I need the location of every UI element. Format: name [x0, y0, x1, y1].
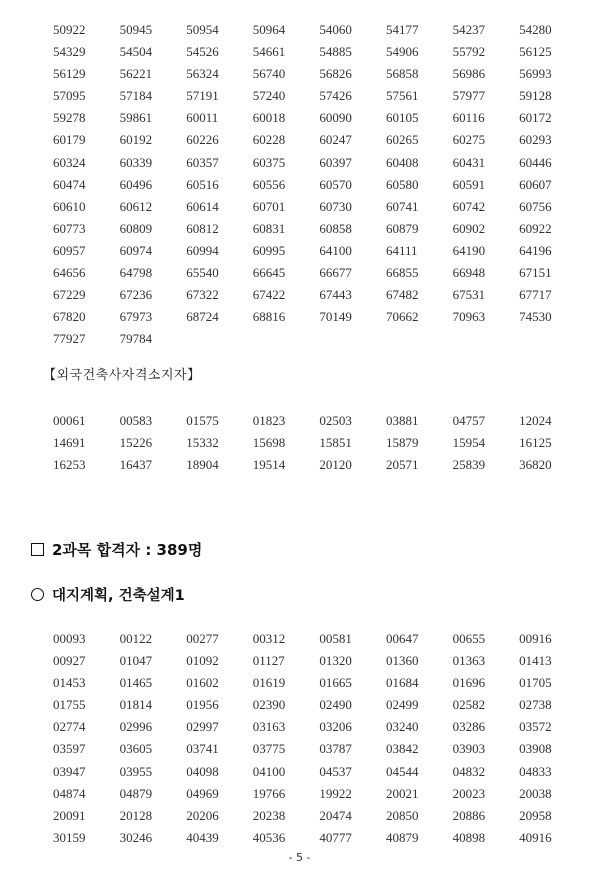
passer-number: 12024: [519, 413, 552, 428]
passer-number: 60179: [53, 132, 86, 148]
passer-number: 66948: [452, 265, 486, 281]
passer-number: 65540: [186, 265, 219, 281]
passer-number: 60018: [252, 110, 286, 126]
passer-number: 66855: [385, 265, 419, 281]
passer-number: 01823: [252, 413, 286, 428]
passer-number: 64656: [53, 265, 86, 281]
passer-number: 56993: [519, 66, 552, 82]
passer-number: 02997: [186, 719, 219, 735]
passer-number: 54060: [319, 22, 352, 37]
second-subject-passer-number-grid: [53, 628, 586, 849]
passer-number: 67717: [519, 287, 552, 303]
passer-number: 54280: [519, 22, 552, 37]
passer-number: 60570: [319, 176, 352, 192]
passer-number: 60293: [519, 132, 552, 148]
passer-number: 60275: [452, 132, 486, 148]
passer-number: 36820: [519, 457, 552, 473]
passer-number: 01092: [186, 653, 219, 669]
passer-number: 74530: [519, 309, 552, 325]
passer-number: 64196: [519, 242, 552, 258]
passer-number: 60995: [252, 242, 286, 258]
passer-number: 60516: [186, 176, 219, 192]
passer-number: 67973: [119, 309, 153, 325]
passer-number: 30159: [53, 829, 86, 845]
passer-number: 56986: [452, 66, 486, 82]
passer-number: 00655: [452, 631, 486, 646]
passer-number: 60922: [519, 220, 552, 236]
passer-number: 57191: [186, 88, 219, 104]
passer-number: 01127: [252, 653, 285, 669]
passer-number: 60105: [385, 110, 419, 126]
passer-number: 01047: [119, 653, 153, 669]
passer-number: 60397: [319, 154, 352, 170]
passer-number: 56858: [385, 66, 419, 82]
passer-number: 60375: [252, 154, 286, 170]
passer-number: 60612: [119, 198, 153, 214]
passer-number: 54329: [53, 44, 86, 60]
passer-number: 02499: [385, 697, 419, 713]
passer-number: 00093: [53, 631, 86, 646]
passer-number: 15954: [452, 435, 486, 451]
passer-number: 20023: [452, 785, 486, 801]
passer-number: 03842: [385, 741, 419, 757]
passer-number: 03240: [385, 719, 419, 735]
passer-number: 50964: [252, 22, 286, 37]
passer-number: 60831: [252, 220, 286, 236]
passer-number: 67443: [319, 287, 352, 303]
foreign-passer-number-grid: [53, 410, 586, 476]
passer-number: 00916: [519, 631, 552, 646]
passer-number: 60701: [252, 198, 286, 214]
passer-number: 00927: [53, 653, 86, 669]
passer-number: 20128: [119, 807, 153, 823]
passer-number: 54885: [319, 44, 352, 60]
passer-number: 68816: [252, 309, 286, 325]
passer-number: 14691: [53, 435, 86, 451]
passer-number: 03775: [252, 741, 286, 757]
passer-number: 57561: [385, 88, 419, 104]
passer-number: 77927: [53, 331, 86, 347]
passer-number: 15698: [252, 435, 286, 451]
passer-number: 20571: [385, 457, 419, 473]
passer-number: 01696: [452, 675, 486, 691]
passer-number: 64100: [319, 242, 352, 258]
passer-number: 55792: [452, 44, 486, 60]
passer-number: 40439: [186, 829, 219, 845]
passer-number: 79784: [119, 331, 153, 347]
passer-number: 00312: [252, 631, 286, 646]
passer-number: 60610: [53, 198, 86, 214]
passer-number: 66645: [252, 265, 286, 281]
passer-number: 01320: [319, 653, 352, 669]
subsection-heading-text: 대지계획, 건축설계1: [52, 588, 185, 604]
passer-number: 16437: [119, 457, 153, 473]
passer-number: 60902: [452, 220, 486, 236]
passer-number: 70149: [319, 309, 352, 325]
passer-number: 20958: [519, 807, 552, 823]
passer-number: 20038: [519, 785, 552, 801]
passer-number: 57977: [452, 88, 486, 104]
passer-number: 40536: [252, 829, 286, 845]
passer-number: 70963: [452, 309, 486, 325]
passer-number: 15332: [186, 435, 219, 451]
passer-number: 20850: [385, 807, 419, 823]
passer-number: 01575: [186, 413, 219, 428]
passer-number: 60957: [53, 242, 86, 258]
passer-number: 56129: [53, 66, 86, 82]
passer-number: 56125: [519, 44, 552, 60]
passer-number: 67236: [119, 287, 153, 303]
passer-number: 15851: [319, 435, 352, 451]
passer-number: 59128: [519, 88, 552, 104]
passer-number: 54906: [385, 44, 419, 60]
passer-number: 54237: [452, 22, 486, 37]
passer-number: 02582: [452, 697, 486, 713]
passer-number: 04537: [319, 763, 352, 779]
passer-number: 40879: [385, 829, 419, 845]
passer-number: 19766: [252, 785, 286, 801]
passer-number: 01602: [186, 675, 219, 691]
passer-number: 25839: [452, 457, 486, 473]
passer-number: 57184: [119, 88, 153, 104]
passer-number: 59278: [53, 110, 86, 126]
passer-number: 20091: [53, 807, 86, 823]
section-heading-text: 2과목 합격자 : 389명: [52, 541, 203, 559]
passer-number: 02738: [519, 697, 552, 713]
foreign-architect-label: 【외국건축사자격소지자】: [43, 368, 201, 383]
passer-number: 01363: [452, 653, 486, 669]
passer-number: 03572: [519, 719, 552, 735]
passer-number: 60556: [252, 176, 286, 192]
passer-number: 00583: [119, 413, 153, 428]
passer-number: 60011: [186, 110, 219, 126]
passer-number: 60742: [452, 198, 486, 214]
passer-number: 40898: [452, 829, 486, 845]
square-bullet-icon: [31, 543, 44, 556]
passer-number: 40777: [319, 829, 352, 845]
passer-number: 56221: [119, 66, 153, 82]
passer-number: 67151: [519, 265, 552, 281]
passer-number: 04879: [119, 785, 153, 801]
circle-bullet-icon: [31, 588, 44, 601]
passer-number: 20120: [319, 457, 352, 473]
passer-number: 54526: [186, 44, 219, 60]
passer-number: 57240: [252, 88, 286, 104]
passer-number: 60756: [519, 198, 552, 214]
passer-number: 04098: [186, 763, 219, 779]
passer-number: 02490: [319, 697, 352, 713]
passer-number: 60228: [252, 132, 286, 148]
passer-number: 01684: [385, 675, 419, 691]
passer-number: 04100: [252, 763, 286, 779]
passer-number: 60431: [452, 154, 486, 170]
passer-number: 57426: [319, 88, 352, 104]
passer-number: 03947: [53, 763, 86, 779]
passer-number: 03206: [319, 719, 352, 735]
passer-number: 64190: [452, 242, 486, 258]
passer-number: 04544: [385, 763, 419, 779]
passer-number: 67322: [186, 287, 219, 303]
subsection-heading: [31, 584, 185, 605]
passer-number: 60858: [319, 220, 352, 236]
passer-number: 01453: [53, 675, 86, 691]
passer-number: 60247: [319, 132, 352, 148]
passer-number: 60324: [53, 154, 86, 170]
passer-number: 54504: [119, 44, 153, 60]
passer-number: 20206: [186, 807, 219, 823]
passer-number: 02774: [53, 719, 86, 735]
passer-number: 64111: [385, 242, 418, 258]
passer-number: 67229: [53, 287, 86, 303]
passer-number: 04833: [519, 763, 552, 779]
passer-number: 20238: [252, 807, 286, 823]
passer-number: 18904: [186, 457, 219, 473]
passer-number: 04874: [53, 785, 86, 801]
passer-number: 19922: [319, 785, 352, 801]
passer-number: 50922: [53, 22, 86, 37]
passer-number: 20021: [385, 785, 419, 801]
passer-number: 03955: [119, 763, 153, 779]
passer-number: 03787: [319, 741, 352, 757]
passer-number: 60773: [53, 220, 86, 236]
passer-number: 03605: [119, 741, 153, 757]
passer-number: 01755: [53, 697, 86, 713]
passer-number: 60192: [119, 132, 153, 148]
passer-number: 60339: [119, 154, 153, 170]
section-heading: [31, 539, 202, 560]
passer-number: 60879: [385, 220, 419, 236]
passer-number: 67531: [452, 287, 486, 303]
passer-number: 03881: [385, 413, 419, 428]
passer-number: 16125: [519, 435, 552, 451]
passer-number: 60357: [186, 154, 219, 170]
passer-number: 04757: [452, 413, 486, 428]
passer-number: 30246: [119, 829, 153, 845]
passer-number: 01956: [186, 697, 219, 713]
passer-number: 60607: [519, 176, 552, 192]
passer-number: 60580: [385, 176, 419, 192]
passer-number-grid-continued: [53, 19, 586, 350]
passer-number: 70662: [385, 309, 419, 325]
passer-number: 00647: [385, 631, 419, 646]
passer-number: 15226: [119, 435, 153, 451]
passer-number: 20474: [319, 807, 352, 823]
passer-number: 16253: [53, 457, 86, 473]
passer-number: 64798: [119, 265, 153, 281]
passer-number: 56740: [252, 66, 286, 82]
passer-number: 01705: [519, 675, 552, 691]
passer-number: 60591: [452, 176, 486, 192]
passer-number: 67422: [252, 287, 286, 303]
passer-number: 67820: [53, 309, 86, 325]
passer-number: 00581: [319, 631, 352, 646]
passer-number: 54177: [385, 22, 419, 37]
passer-number: 60090: [319, 110, 352, 126]
passer-number: 57095: [53, 88, 86, 104]
passer-number: 50954: [186, 22, 219, 37]
passer-number: 60809: [119, 220, 153, 236]
passer-number: 02390: [252, 697, 286, 713]
passer-number: 03163: [252, 719, 286, 735]
passer-number: 56826: [319, 66, 352, 82]
passer-number: 04969: [186, 785, 219, 801]
passer-number: 67482: [385, 287, 419, 303]
passer-number: 02503: [319, 413, 352, 428]
passer-number: 60408: [385, 154, 419, 170]
passer-number: 00061: [53, 413, 86, 428]
passer-number: 60496: [119, 176, 153, 192]
passer-number: 60994: [186, 242, 219, 258]
passer-number: 15879: [385, 435, 419, 451]
passer-number: 60226: [186, 132, 219, 148]
passer-number: 00122: [119, 631, 153, 646]
passer-number: 60474: [53, 176, 86, 192]
passer-number: 03597: [53, 741, 86, 757]
passer-number: 03286: [452, 719, 486, 735]
passer-number: 60116: [452, 110, 485, 126]
passer-number: 03741: [186, 741, 219, 757]
passer-number: 56324: [186, 66, 219, 82]
passer-number: 01814: [119, 697, 153, 713]
passer-number: 02996: [119, 719, 153, 735]
passer-number: 60730: [319, 198, 352, 214]
passer-number: 00277: [186, 631, 219, 646]
page-number: - 5 -: [288, 851, 311, 864]
passer-number: 60741: [385, 198, 419, 214]
passer-number: 60172: [519, 110, 552, 126]
passer-number: 60974: [119, 242, 153, 258]
passer-number: 60614: [186, 198, 219, 214]
passer-number: 03908: [519, 741, 552, 757]
passer-number: 01665: [319, 675, 352, 691]
passer-number: 60812: [186, 220, 219, 236]
passer-number: 59861: [119, 110, 153, 126]
passer-number: 01465: [119, 675, 153, 691]
passer-number: 60446: [519, 154, 552, 170]
passer-number: 01413: [519, 653, 552, 669]
passer-number: 20886: [452, 807, 486, 823]
passer-number: 03903: [452, 741, 486, 757]
passer-number: 60265: [385, 132, 419, 148]
passer-number: 01619: [252, 675, 286, 691]
passer-number: 50945: [119, 22, 153, 37]
passer-number: 40916: [519, 829, 552, 845]
passer-number: 68724: [186, 309, 219, 325]
passer-number: 54661: [252, 44, 286, 60]
passer-number: 01360: [385, 653, 419, 669]
passer-number: 04832: [452, 763, 486, 779]
passer-number: 19514: [252, 457, 286, 473]
passer-number: 66677: [319, 265, 352, 281]
